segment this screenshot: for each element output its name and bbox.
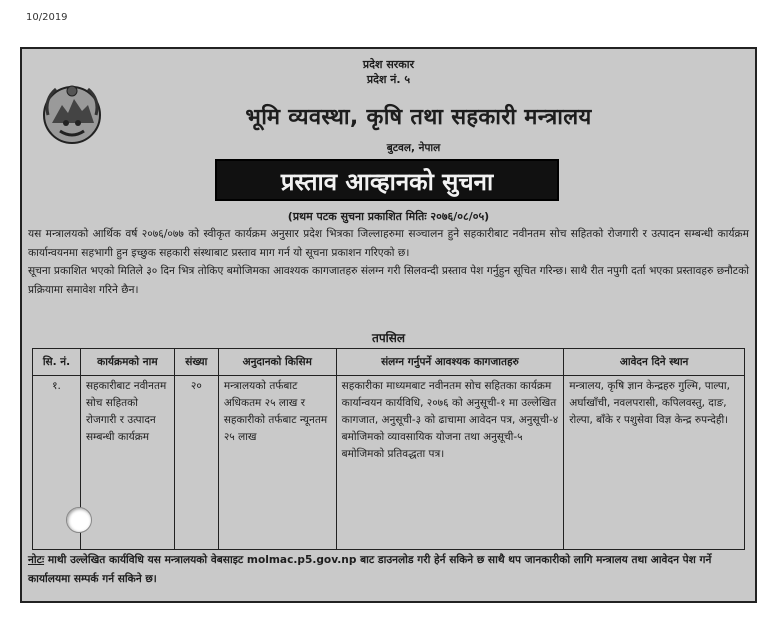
- page-date: 10/2019: [26, 12, 68, 23]
- col-header-location: आवेदन दिने स्थान: [564, 349, 745, 376]
- body-paragraph-2: सूचना प्रकाशित भएको मितिले ३० दिन भित्र तोकिए बमोजिमका आवश्यक कागजातहरु संलग्न गरी सिलवन्दी प्रस्ताव पेश गर्नुहुन सूचित गरिन्छ। साथै रीत नपुगी दर्ता भएका प्रस्तावहरु छनौटको प्रक्रियामा समावेश गरिने छैन।: [28, 265, 749, 296]
- notice-panel: [20, 47, 757, 603]
- cell-program: सहकारीबाट नवीनतम सोच सहितको रोजगारी र उत्पादन सम्बन्धी कार्यक्रम: [80, 376, 174, 550]
- col-header-sn: सि. नं.: [33, 349, 81, 376]
- col-header-documents: संलग्न गर्नुपर्ने आवश्यक कागजातहरु: [336, 349, 564, 376]
- notice-body: [28, 225, 749, 299]
- note-text: माथी उल्लेखित कार्यविधि यस मन्त्रालयको वेबसाइट molmac.p5.gov.np बाट डाउनलोड गरी हेर्न सकिने छ साथै थप जानकारीको लागि मन्त्रालय तथा आवेदन पेश गर्ने कार्यालयमा सम्पर्क गर्न सकिने छ।: [28, 554, 712, 585]
- published-date: (प्रथम पटक सुचना प्रकाशित मितिः २०७६/०८/०५): [287, 210, 490, 223]
- col-header-program: कार्यक्रमको नाम: [80, 349, 174, 376]
- table-row: [33, 376, 745, 550]
- body-paragraph-1: यस मन्त्रालयको आर्थिक वर्ष २०७६/०७७ को स्वीकृत कार्यक्रम अनुसार प्रदेश भित्रका जिल्लाहरुमा सञ्चालन हुने सहकारीबाट नवीनतम सोच सहितको रोजगारी र उत्पादन सम्बन्धी कार्यक्रम कार्यान्वयनमा सहभागी हुन इच्छुक सहकारी संस्थाबाट प्रस्ताव माग गर्न यो सूचना प्रकाशन गरिएको छ।: [28, 228, 749, 259]
- cell-location: मन्त्रालय, कृषि ज्ञान केन्द्रहरु गुल्मि, पाल्पा, अर्घाखाँची, नवलपरासी, कपिलवस्तु, दाङ, रोल्पा, बाँके र पशुसेवा विज्ञ केन्द्र रुपन्देही।: [564, 376, 745, 550]
- government-label: प्रदेश सरकार: [362, 58, 415, 71]
- details-table: [32, 348, 745, 550]
- cell-grant-type: मन्त्रालयको तर्फबाट अधिकतम २५ लाख र सहकारीको तर्फबाट न्यूनतम २५ लाख: [218, 376, 336, 550]
- note-label: नोटः: [28, 554, 45, 566]
- col-header-grant-type: अनुदानको किसिम: [218, 349, 336, 376]
- tapsil-heading: तपसिल: [371, 331, 405, 345]
- cell-sn: १.: [33, 376, 81, 550]
- header-lines: [22, 57, 755, 87]
- note-section: [28, 551, 749, 588]
- cell-documents: सहकारीका माध्यमबाट नवीनतम सोच सहितका कार्यक्रम कार्यान्वयन कार्यविधि, २०७६ को अनुसूची-१ मा उल्लेखित कागजात, अनुसूची-३ को ढाचामा आवेदन पत्र, अनुसूची-४ बमोजिमको व्यावसायिक योजना तथा अनुसूची-५ बमोजिमको प्रतिवद्धता पत्र।: [336, 376, 564, 550]
- col-header-count: संख्या: [174, 349, 218, 376]
- province-label: प्रदेश नं. ५: [366, 73, 411, 86]
- location-label: बुटवल, नेपाल: [386, 142, 441, 154]
- table-header-row: [33, 349, 745, 376]
- cell-count: २०: [174, 376, 218, 550]
- ministry-title: भूमि व्यवस्था, कृषि तथा सहकारी मन्त्रालय: [245, 105, 592, 130]
- punch-hole: [66, 507, 92, 533]
- notice-banner: प्रस्ताव आव्हानको सुचना: [215, 159, 559, 201]
